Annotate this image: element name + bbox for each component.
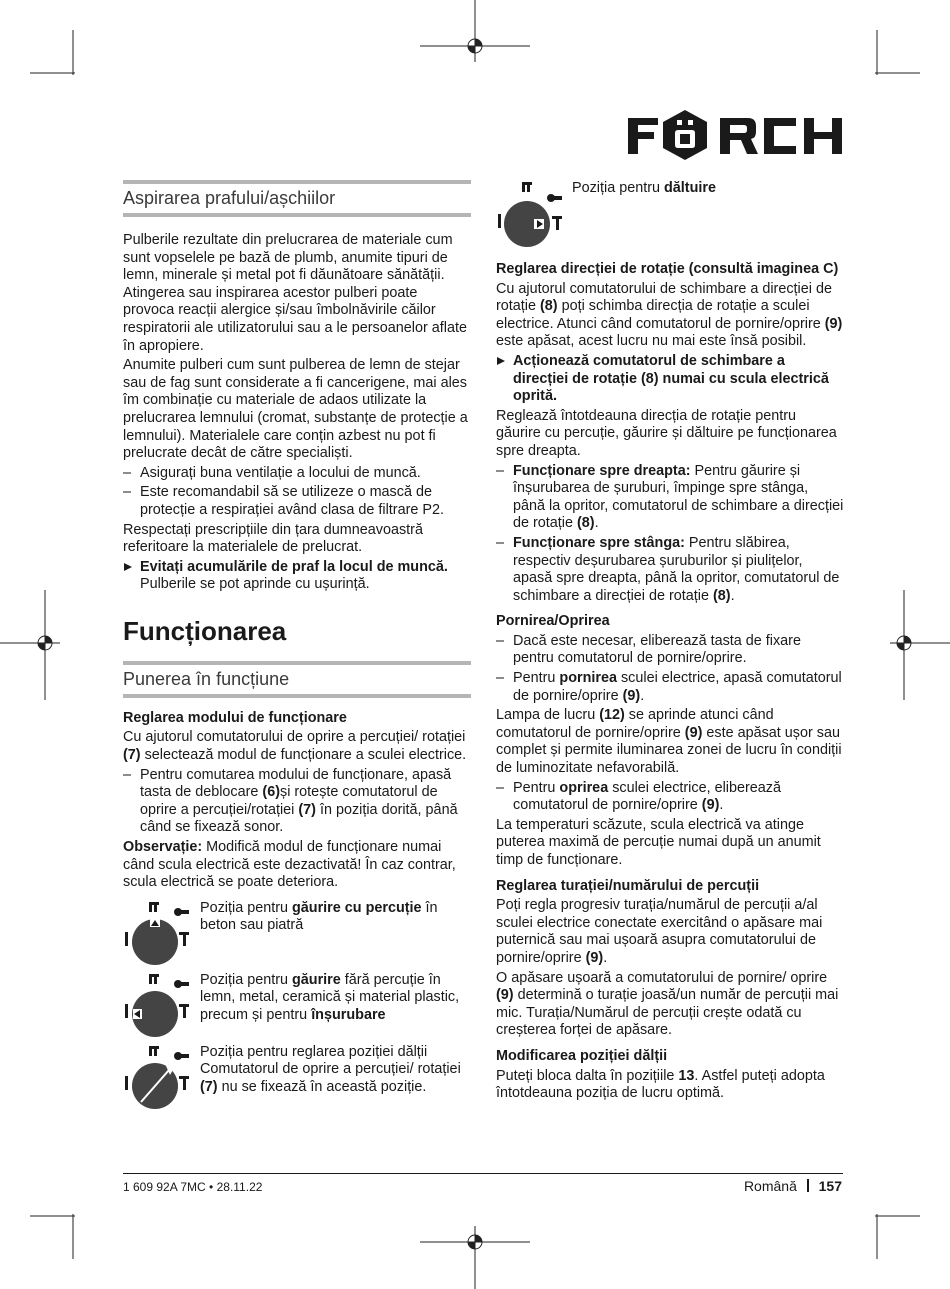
drill-knob-icon — [123, 972, 193, 1042]
left-column — [123, 180, 471, 1114]
subheading-direction: Reglarea direcției de rotație (consultă imaginea C) — [496, 261, 839, 277]
mode-drill-text: Poziția pentru găurire fără percuție în lemn, metal, ceramică și material plastic, precum și pentru înșurubare — [200, 971, 460, 1023]
subheading-mode: Reglarea modului de funcționare — [123, 709, 347, 726]
footer-separator — [807, 1179, 809, 1192]
speed-paragraph-2: O apăsare ușoară a comutatorului de pornire/ oprire (9) determină o turație joasă/un număr de percuții mai mic. Turația/Numărul de percuții crește odată cu creșterea forței de apăsare. — [496, 969, 839, 1039]
footer-page-info — [744, 1178, 842, 1194]
chisel-adjust-knob-icon — [123, 1044, 193, 1114]
mode-paragraph: Cu ajutorul comutatorului de oprire a percuției/ rotației (7) selectează modul de funcționare a sculei electrice. — [123, 729, 467, 764]
direction-paragraph: Cu ajutorul comutatorului de schimbare a direcției de rotație (8) poți schimba direcția de rotație a sculei electrice. Atunci când comutatorul de pornire/oprire (9) este apăsat, acest lucru nu mai este însă posibil. — [496, 280, 843, 350]
mode-drill — [123, 972, 471, 1042]
mode-chisel-text: Poziția pentru dăltuire — [572, 180, 716, 196]
mode-chisel-adjust-text: Poziția pentru reglarea poziției dălții Comutatorul de oprire a percuției/ rotației (7) nu se fixează în această poziție. — [200, 1043, 461, 1095]
hammer-drill-knob-icon — [123, 900, 193, 970]
temperature-paragraph: La temperaturi scăzute, scula electrică va atinge puterea maximă de percuție numai după un anumit timp de funcționare. — [496, 816, 821, 868]
subheading-speed: Reglarea turației/numărului de percuții — [496, 877, 760, 894]
list-item-switch-on: – Pentru pornirea sculei electrice, apasă comutatorul de pornire/oprire (9). — [496, 670, 844, 705]
list-item-ventilation: – Asigurați buna ventilație a locului de muncă. — [123, 465, 471, 483]
mode-hammer-drill-text: Poziția pentru găurire cu percuție în beton sau piatră — [200, 899, 438, 934]
list-item-release-lock: – Dacă este necesar, eliberează tasta de fixare pentru comutatorul de pornire/oprire. — [496, 633, 844, 668]
mode-hammer-drill — [123, 900, 471, 970]
subheading-chisel-position: Modificarea poziției dălții — [496, 1047, 668, 1064]
list-item-mode-switch: – Pentru comutarea modului de funcționare, apasă tasta de deblocare (6)și rotește comutatorul de oprire a percuției/rotației (7) în poziția dorită, până când se fixează sonor. — [123, 767, 471, 837]
section-heading-start: Punerea în funcțiune — [123, 661, 471, 698]
mode-chisel-adjust — [123, 1044, 471, 1114]
lamp-paragraph: Lampa de lucru (12) se aprinde atunci când comutatorul de pornire/oprire (9) este apăsat ușor sau complet și permite iluminarea zonei de lucru în condiții de luminozitate nefavorabilă. — [496, 707, 842, 777]
dust-warning: Evitați acumulările de praf la locul de muncă. Pulberile se pot aprinde cu ușurință. — [123, 559, 471, 594]
right-column — [496, 180, 844, 1103]
list-item-switch-off: – Pentru oprirea sculei electrice, eliberează comutatorul de pornire/oprire (9). — [496, 780, 844, 815]
footer-document-code: 1 609 92A 7MC • 28.11.22 — [123, 1180, 263, 1194]
list-item-right-rotation: – Funcționare spre dreapta: Pentru găurire și înșurubarea de șuruburi, împinge spre stânga, până la opritor, comutatorul de schimbare a direcției de rotație (8). — [496, 463, 844, 533]
footer-page-number: 157 — [818, 1178, 842, 1194]
chisel-position-paragraph: Puteți bloca dalta în pozițiile 13. Astfel puteți adopta întotdeauna poziția de lucru optimă. — [496, 1067, 825, 1102]
footer-rule — [123, 1173, 843, 1174]
list-item-mask: – Este recomandabil să se utilizeze o mască de protecție a respirației având clasa de filtrare P2. — [123, 484, 471, 519]
subheading-on-off: Pornirea/Oprirea — [496, 613, 610, 630]
mode-chisel — [496, 180, 844, 255]
heading-functioning: Funcționarea — [123, 615, 287, 646]
list-item-left-rotation: – Funcționare spre stânga: Pentru slăbirea, respectiv deșurubarea șuruburilor și piulițelor, apasă spre dreapta, până la opritor, comutatorul de schimbare a direcției de rotație (8). — [496, 535, 844, 605]
section-heading-dust: Aspirarea prafului/așchiilor — [123, 180, 471, 217]
dust-paragraph-2: Anumite pulberi cum sunt pulberea de lemn de stejar sau de fag sunt considerate a fi cancerigene, mai ales îm combinație cu materiale de adaos utilizate la prelucrarea lemnului (cromat, substanțe de protecție a lemnului). Materialele care conțin azbest nu pot fi prelucrate decât de către specialiști. — [123, 357, 468, 462]
mode-note: Observație: Modifică modul de funcționare numai când scula electrică este dezactivată! În caz contrar, scula electrică se poate deteriora. — [123, 839, 456, 891]
direction-warning: Acționează comutatorul de schimbare a direcției de rotație (8) numai cu scula electrică oprită. — [496, 353, 844, 406]
speed-paragraph: Poți regla progresiv turația/numărul de percuții a/al sculei electrice conectate exercitând o apăsare mai puternică sau mai ușoară asupra comutatorului de pornire/oprire (9). — [496, 897, 823, 966]
forch-logo — [628, 108, 842, 164]
footer-language: Română — [743, 1178, 797, 1194]
dust-paragraph-3: Respectați prescripțiile din țara dumneavoastră referitoare la materialele de prelucrat. — [123, 521, 423, 556]
warning-arrow-icon — [124, 563, 132, 571]
chisel-knob-icon — [496, 180, 566, 252]
direction-paragraph-2: Reglează întotdeauna direcția de rotație pentru găurire cu percuție, găurire și dăltuire pe funcționarea spre dreapta. — [496, 407, 837, 459]
dust-paragraph-1: Pulberile rezultate din prelucrarea de materiale cum sunt vopselele pe bază de plumb, anumite tipuri de lemn, minerale și metal pot fi dăunătoare sănătății. Atingerea sau inspirarea acestor pulberi poate provoca reacții alergice și/sau îmbolnăvirile căilor respiratorii ale utilizatorului sau a le persoanelor aflate în apropiere. — [123, 232, 467, 354]
warning-arrow-icon — [497, 357, 505, 365]
